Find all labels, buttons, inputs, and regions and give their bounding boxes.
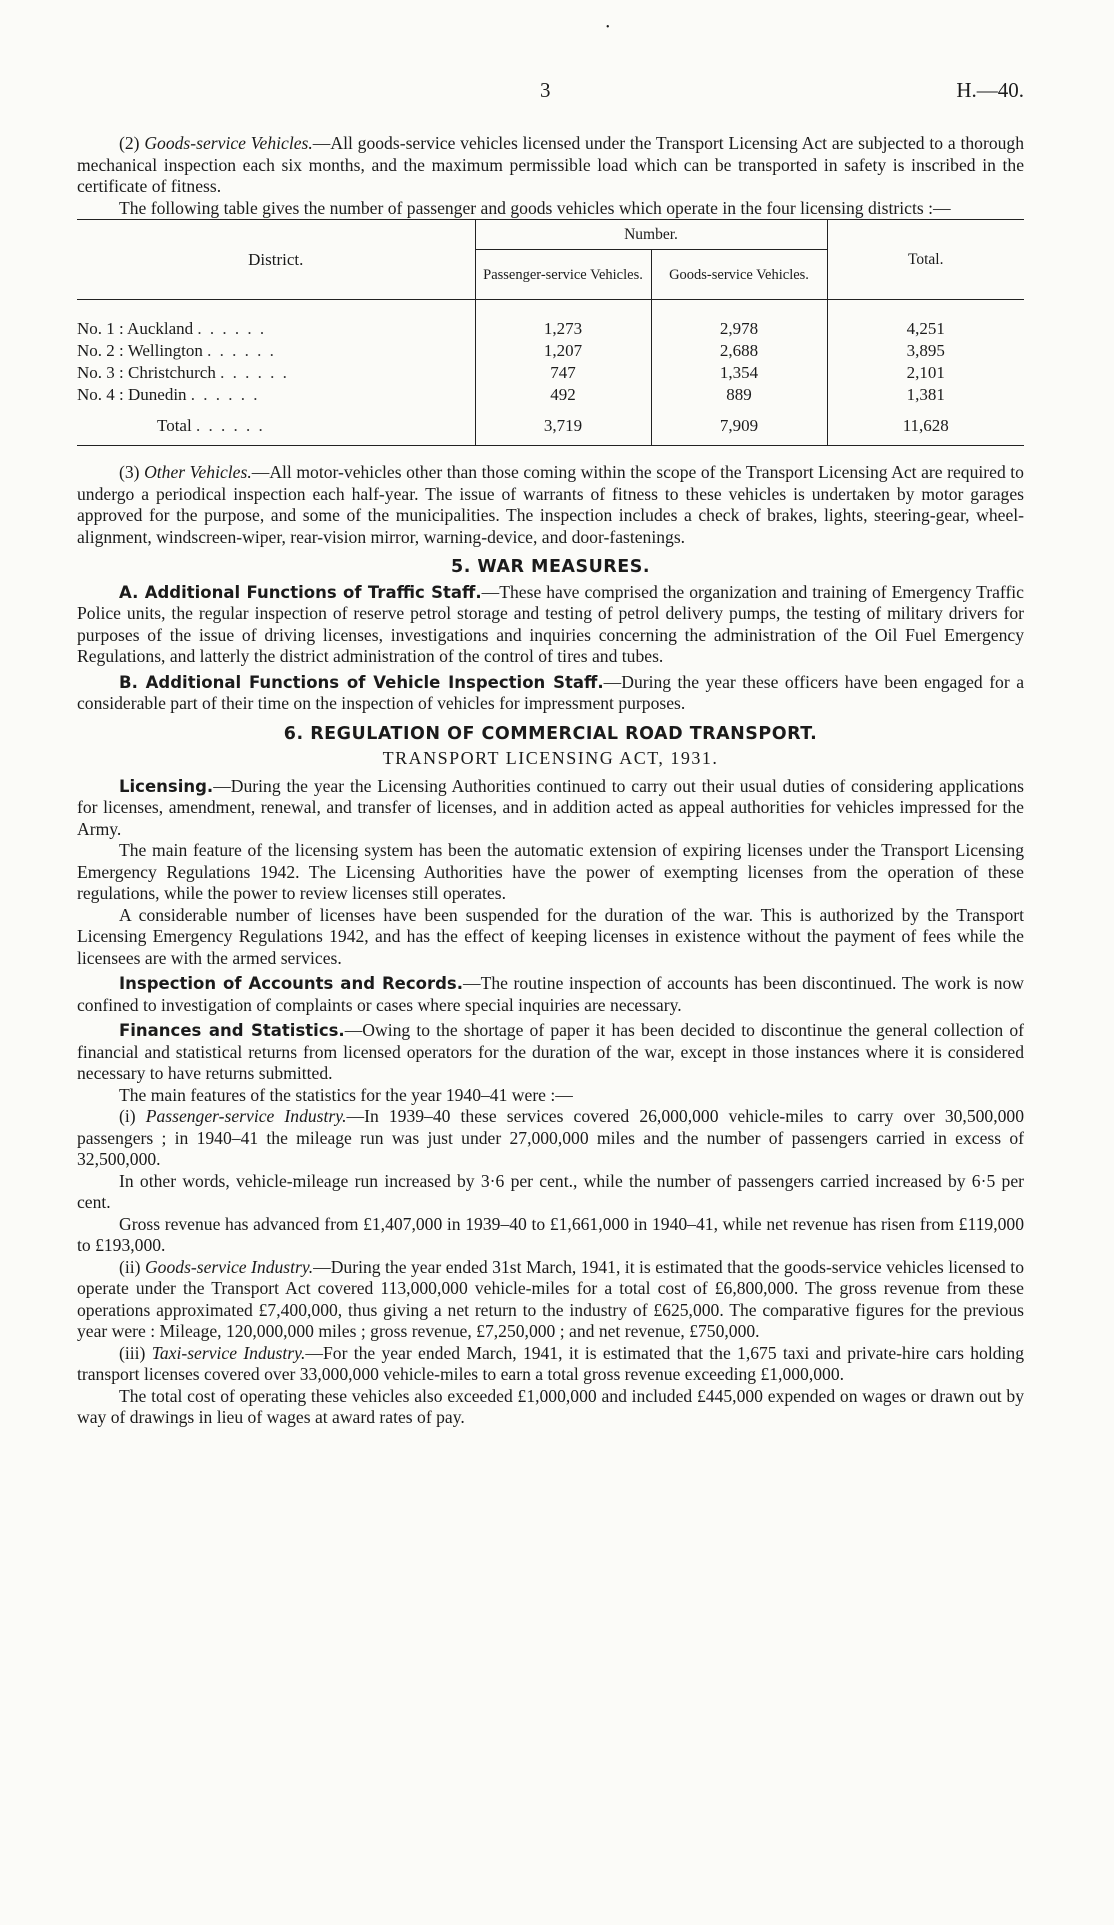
row-district: No. 2 : Wellington xyxy=(77,340,203,360)
taxi-industry-paragraph: (iii) Taxi-service Industry.—For the year ended March, 1941, it is estimated that the 1,675 taxi and private-hire cars holding transport licenses covered over 33,000,000 vehicle-miles to earn a total gross revenue exceeding £1,000,000. xyxy=(77,1342,1024,1384)
finances-paragraph: Finances and Statistics.—Owing to the shortage of paper it has been decided to discontinue the general collection of financial and statistical returns from licensed operators for the duration of the war, except in those instances where it is considered necessary to have returns submitted. xyxy=(77,1020,1025,1083)
taxi-industry-paragraph-2: The total cost of operating these vehicles also exceeded £1,000,000 and included £445,000 expended on wages or drawn out by way of drawings in lieu of wages at award rates of pay. xyxy=(77,1385,1024,1427)
row-district: No. 4 : Dunedin xyxy=(77,384,187,404)
inspection-staff-paragraph: B. Additional Functions of Vehicle Inspection Staff.—During the year these officers have been engaged for a considerable part of their time on the inspection of vehicles for impressment purposes. xyxy=(77,671,1024,713)
table-intro: The following table gives the number of passenger and goods vehicles which operate in the four licensing districts :— xyxy=(119,197,951,218)
goods-service-paragraph: (2) Goods-service Vehicles.—All goods-service vehicles licensed under the Transport Licensing Act are subjected to a thorough mechanical inspection each six months, and the maximum permissible load which can be transported in safety is inscribed in the certificate of fitness. xyxy=(77,133,1025,196)
row-passenger: 492 xyxy=(475,384,651,406)
goods-industry-paragraph: (ii) Goods-service Industry.—During the year ended 31st March, 1941, it is estimated that the goods-service vehicles licensed to operate under the Transport Act covered 113,000,000 vehicle-miles for a total cost of £6,800,000. The gross revenue from these operations approximated £7,400,000, thus giving a net return to the industry of £625,000. The comparative figures for the previous year were : Mileage, 120,000,000 miles ; gross revenue, £7,250,000 ; and net revenue, £750,000. xyxy=(77,1256,1024,1341)
row-total: 3,895 xyxy=(827,340,1024,362)
passenger-industry-paragraph-2: In other words, vehicle-mileage run increased by 3·6 per cent., while the number of passengers carried increased by 6·5 per cent. xyxy=(77,1170,1024,1212)
row-district: No. 1 : Auckland xyxy=(77,318,194,338)
table-row: No. 1 : Auckland . . . . . . 1,273 2,978 4,251 xyxy=(77,318,1024,340)
row-passenger: 1,273 xyxy=(475,318,651,340)
table-total-row: Total . . . . . . 3,719 7,909 11,628 xyxy=(77,406,1024,446)
row-total: 1,381 xyxy=(827,384,1024,406)
act-subheading: TRANSPORT LICENSING ACT, 1931. xyxy=(382,748,719,768)
row-goods: 2,978 xyxy=(651,318,827,340)
licensing-paragraph: Licensing.—During the year the Licensing Authorities continued to carry out their usual duties of considering applications for licenses, amendment, renewal, and transfer of licenses, and in addition acted as appeal authorities for vehicles impressed for the Army. xyxy=(77,775,1024,839)
row-passenger: 1,207 xyxy=(475,340,651,362)
row-total: 4,251 xyxy=(827,318,1024,340)
licensing-paragraph-3: A considerable number of licenses have been suspended for the duration of the war. This is authorized by the Transport Licensing Emergency Regulations 1942, and has the effect of keeping licenses in existence without the payment of fees while the licensees are with the armed services. xyxy=(77,904,1024,968)
traffic-staff-paragraph: A. Additional Functions of Traffic Staff.—These have comprised the organization and training of Emergency Traffic Police units, the regular inspection of reserve petrol storage and testing of petrol delivery pumps, the testing of military drivers for purposes of the issue of driving licenses, investigations and inquiries concerning the administration of the Oil Fuel Emergency Regulations, and latterly the district administration of the control of tires and tubes. xyxy=(77,581,1024,666)
other-vehicles-paragraph: (3) Other Vehicles.—All motor-vehicles other than those coming within the scope of the Transport Licensing Act are required to undergo a periodical inspection each half-year. The issue of warrants of fitness to these vehicles is undertaken by motor garages approved for the purpose, and some of the municipalities. The inspection includes a check of brakes, lights, steering-gear, wheel-alignment, windscreen-wiper, rear-vision mirror, warning-device, and door-fastenings. xyxy=(77,462,1024,547)
goods-header: Goods-service Vehicles. xyxy=(651,250,827,300)
total-passenger: 3,719 xyxy=(475,406,651,446)
licensing-paragraph-2: The main feature of the licensing system has been the automatic extension of expiring licenses under the Transport Licensing Emergency Regulations 1942. The Licensing Authorities have the power of exempting licenses from the operation of these regulations, while the power to review licenses still operates. xyxy=(77,840,1024,903)
regulation-heading: 6. REGULATION OF COMMERCIAL ROAD TRANSPORT. xyxy=(283,723,818,744)
document-body xyxy=(77,133,1024,1429)
row-total: 2,101 xyxy=(827,362,1024,384)
war-measures-heading: 5. WAR MEASURES. xyxy=(451,557,650,577)
total-total: 11,628 xyxy=(827,406,1024,446)
table-row: No. 4 : Dunedin . . . . . . 492 889 1,381 xyxy=(77,384,1024,406)
main-features-paragraph: The main features of the statistics for the year 1940–41 were :— xyxy=(119,1084,573,1105)
inspection-paragraph: Inspection of Accounts and Records.—The routine inspection of accounts has been discontinued. The work is now confined to investigation of complaints or cases where special inquiries are necessary. xyxy=(77,973,1025,1015)
vehicles-table xyxy=(77,219,1024,446)
row-passenger: 747 xyxy=(475,362,651,384)
row-goods: 2,688 xyxy=(651,340,827,362)
total-label: Total xyxy=(157,415,192,435)
number-header: Number. xyxy=(475,220,827,250)
row-district: No. 3 : Christchurch xyxy=(77,362,216,382)
row-goods: 889 xyxy=(651,384,827,406)
page-number: 3 xyxy=(540,78,551,102)
total-header: Total. xyxy=(827,220,1024,300)
document-reference: H.—40. xyxy=(956,78,1024,102)
page-mark: • xyxy=(606,22,610,33)
passenger-header: Passenger-service Vehicles. xyxy=(475,250,651,300)
passenger-industry-paragraph-3: Gross revenue has advanced from £1,407,000 in 1939–40 to £1,661,000 in 1940–41, while net revenue has risen from £119,000 to £193,000. xyxy=(77,1213,1024,1255)
district-header: District. xyxy=(77,220,475,300)
table-row: No. 3 : Christchurch . . . . . . 747 1,354 2,101 xyxy=(77,362,1024,384)
row-goods: 1,354 xyxy=(651,362,827,384)
total-goods: 7,909 xyxy=(651,406,827,446)
table-row: No. 2 : Wellington . . . . . . 1,207 2,688 3,895 xyxy=(77,340,1024,362)
passenger-industry-paragraph: (i) Passenger-service Industry.—In 1939–40 these services covered 26,000,000 vehicle-miles to carry over 30,500,000 passengers ; in 1940–41 the mileage run was just under 27,000,000 miles and the number of passengers carried in excess of 32,500,000. xyxy=(77,1106,1025,1169)
